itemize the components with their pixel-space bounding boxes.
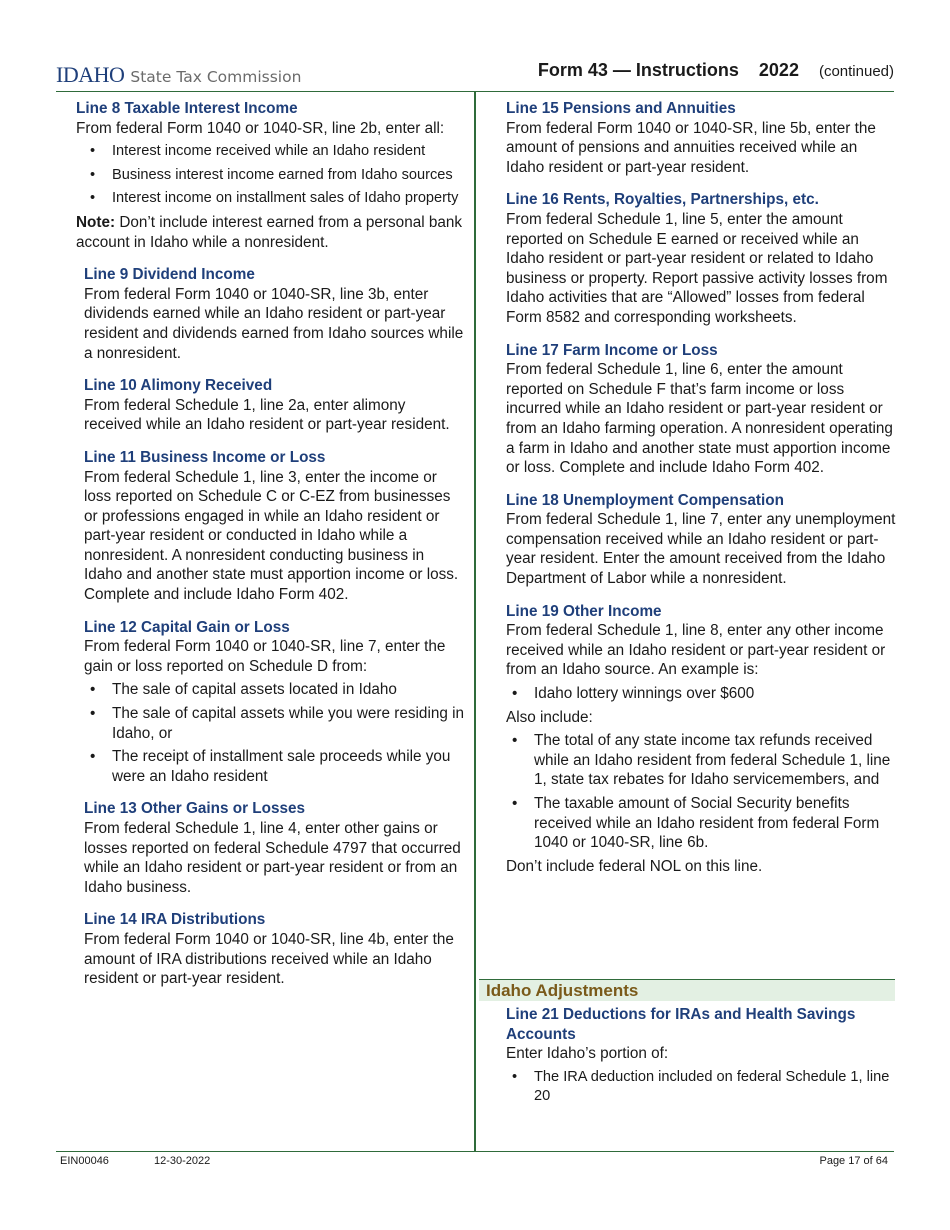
- list-item: • The sale of capital assets while you were residing in Idaho, or: [84, 704, 466, 743]
- line-8-body: From federal Form 1040 or 1040-SR, line 2b, enter all:: [76, 119, 445, 137]
- line-10-heading: Line 10 Alimony Received: [84, 377, 273, 395]
- form-title-block: [538, 60, 894, 81]
- line-15-heading: Line 15 Pensions and Annuities: [506, 100, 736, 117]
- form-title: Form 43 — Instructions: [537, 60, 739, 80]
- line-8-bullets: [76, 142, 466, 209]
- line-11-heading: Line 11 Business Income or Loss: [84, 448, 326, 466]
- line-19-example-bullets: [506, 684, 898, 704]
- line-18-body: From federal Schedule 1, line 7, enter any unemployment compensation received while an Idaho resident or part-year resident. Enter the amount received from the Idaho Department of Labor while a nonresident.: [506, 511, 896, 588]
- line-9-body: From federal Form 1040 or 1040-SR, line 3b, enter dividends earned while an Idaho resident or part-year resident and dividends earned from Idaho sources while a nonresident.: [84, 285, 464, 362]
- list-item: • The IRA deduction included on federal Schedule 1, line 20: [506, 1068, 898, 1107]
- line-12-bullets: [76, 680, 466, 786]
- line-19-heading: Line 19 Other Income: [506, 602, 662, 620]
- list-item: • The receipt of installment sale proceeds while you were an Idaho resident: [84, 747, 466, 786]
- left-column: [76, 99, 466, 1002]
- page-footer: [56, 1151, 894, 1171]
- idaho-logo-mark: IDAHO: [56, 62, 125, 87]
- line-12-heading: Line 12 Capital Gain or Loss: [84, 618, 290, 636]
- line-8-note: [76, 213, 466, 252]
- adjustments-title: Idaho Adjustments: [486, 981, 639, 1000]
- line-13-body: From federal Schedule 1, line 4, enter other gains or losses reported on federal Schedule 4797 that occurred while an Idaho resident or part-year resident or from an Idaho business.: [84, 820, 461, 896]
- line-13-heading: Line 13 Other Gains or Losses: [84, 800, 306, 818]
- agency-logo: [56, 62, 301, 88]
- list-item: • The taxable amount of Social Security benefits received while an Idaho resident from federal Form 1040 or 1040-SR, line 6b.: [506, 794, 898, 853]
- section-line-16: [506, 190, 898, 327]
- line-16-heading: Line 16 Rents, Royalties, Partnerships, etc.: [506, 191, 819, 209]
- line-10-body: From federal Schedule 1, line 2a, enter alimony received while an Idaho resident or part-year resident.: [84, 396, 450, 434]
- list-item: • Idaho lottery winnings over $600: [506, 684, 898, 704]
- note-label: Note:: [76, 213, 116, 231]
- section-line-10: [76, 376, 466, 435]
- footer-date: 12-30-2022: [154, 1155, 211, 1167]
- line-16-body: From federal Schedule 1, line 5, enter the amount reported on Schedule E earned or received while an Idaho resident or part-year resident or related to Idaho business or property. Report passive activity losses from Idaho activities that are “Allowed” losses from federal Form 8582 and corresponding worksheets.: [506, 210, 888, 326]
- page-header: [56, 58, 894, 92]
- list-item: • The sale of capital assets located in Idaho: [84, 680, 466, 700]
- line-19-closing: Don’t include federal NOL on this line.: [506, 857, 763, 875]
- section-line-9: [76, 265, 466, 363]
- line-14-heading: Line 14 IRA Distributions: [84, 911, 266, 929]
- line-11-body: From federal Schedule 1, line 3, enter the income or loss reported on Schedule C or C-EZ from businesses or professions engaged in while an Idaho resident or part-year resident or conducted in Idaho while a nonresident. A nonresident conducting business in Idaho and another state must apportion income or loss. Complete and include Idaho Form 402.: [84, 468, 459, 604]
- idaho-adjustments-bar: [479, 979, 895, 1001]
- list-item: • Business interest income earned from Idaho sources: [84, 166, 466, 186]
- section-line-18: [506, 491, 898, 589]
- page-number: Page 17 of 64: [819, 1155, 888, 1167]
- section-line-11: [76, 448, 466, 605]
- list-item: • Interest income received while an Idaho resident: [84, 142, 466, 162]
- line-12-body: From federal Form 1040 or 1040-SR, line 7, enter the gain or loss reported on Schedule D from:: [84, 638, 446, 675]
- line-21-body: Enter Idaho’s portion of:: [506, 1045, 669, 1063]
- section-line-17: [506, 341, 898, 478]
- note-text: Don’t include interest earned from a personal bank account in Idaho while a nonresident.: [76, 213, 463, 251]
- line-14-body: From federal Form 1040 or 1040-SR, line 4b, enter the amount of IRA distributions received while an Idaho resident or part-year resident.: [84, 930, 454, 988]
- line-19-body: From federal Schedule 1, line 8, enter any other income received while an Idaho resident or part-year resident or from an Idaho source. An example is:: [506, 622, 886, 679]
- line-18-heading: Line 18 Unemployment Compensation: [506, 491, 784, 509]
- line-21-heading: Line 21 Deductions for IRAs and Health Savings Accounts: [506, 1006, 856, 1043]
- line-17-body: From federal Schedule 1, line 6, enter the amount reported on Schedule F that’s farm income or loss incurred while an Idaho resident or part-year resident or from an Idaho farming operation. A nonresident operating a farm in Idaho and another state must apportion income or loss. Complete and include Idaho Form 402.: [506, 361, 893, 477]
- line-15-body: From federal Form 1040 or 1040-SR, line 5b, enter the amount of pensions and annuities received while an Idaho resident or part-year resident.: [506, 119, 876, 176]
- section-line-15: [506, 99, 898, 177]
- line-19-also: Also include:: [506, 708, 593, 726]
- agency-name: State Tax Commission: [130, 68, 302, 86]
- section-line-8: [76, 99, 466, 252]
- list-item: • The total of any state income tax refunds received while an Idaho resident from federal Schedule 1, line 1, state tax rebates for Idaho servicemembers, and: [506, 731, 898, 790]
- section-line-19: [506, 602, 898, 877]
- section-line-13: [76, 799, 466, 897]
- section-line-21: [506, 1005, 898, 1111]
- continued-label: (continued): [818, 63, 894, 80]
- line-19-include-bullets: [506, 731, 898, 853]
- ein-code: EIN00046: [60, 1155, 109, 1167]
- list-item: • Interest income on installment sales of Idaho property: [84, 189, 466, 209]
- column-divider: [474, 92, 476, 1152]
- line-8-heading: Line 8 Taxable Interest Income: [76, 100, 298, 117]
- line-9-heading: Line 9 Dividend Income: [84, 266, 255, 284]
- line-21-bullets: [506, 1068, 898, 1107]
- section-line-14: [76, 910, 466, 988]
- form-year: 2022: [758, 60, 799, 80]
- section-line-12: [76, 618, 466, 787]
- line-17-heading: Line 17 Farm Income or Loss: [506, 341, 718, 359]
